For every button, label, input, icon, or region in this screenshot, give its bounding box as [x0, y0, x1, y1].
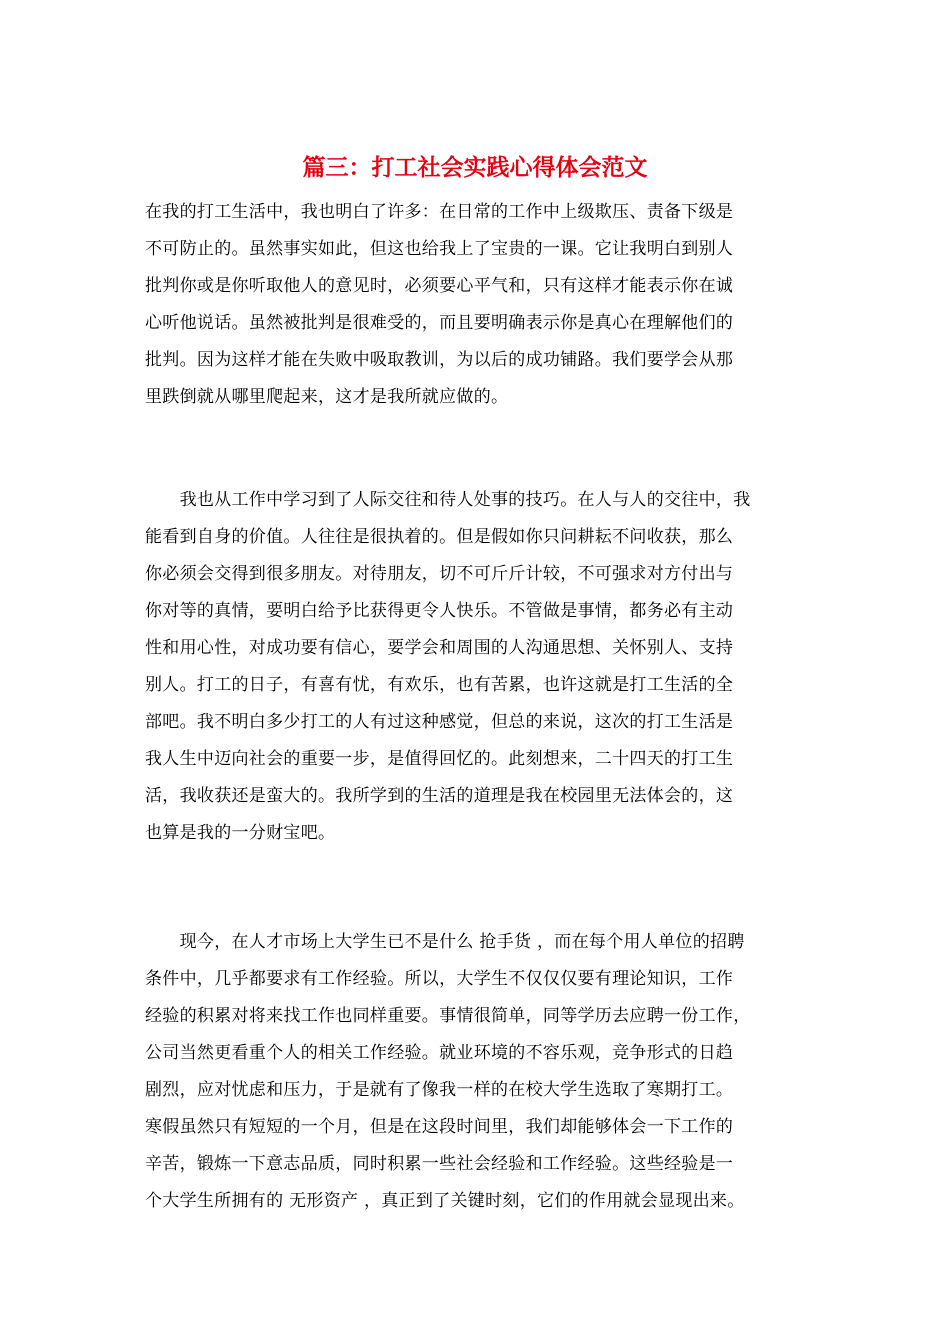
paragraph-line: 里跌倒就从哪里爬起来，这才是我所就应做的。 [145, 387, 509, 407]
paragraph-line: 条件中，几乎都要求有工作经验。所以，大学生不仅仅仅要有理论知识，工作 [145, 969, 734, 989]
paragraph-line: 你必须会交得到很多朋友。对待朋友，切不可斤斤计较，不可强求对方付出与 [145, 564, 734, 584]
paragraph-3 [145, 924, 809, 1220]
paragraph-2 [145, 482, 809, 852]
paragraph-line: 你对等的真情，要明白给予比获得更令人快乐。不管做是事情，都务必有主动 [145, 601, 734, 621]
paragraph-line: 心听他说话。虽然被批判是很难受的，而且要明确表示你是真心在理解他们的 [145, 313, 734, 333]
paragraph-line: 在我的打工生活中，我也明白了许多：在日常的工作中上级欺压、责备下级是 [145, 202, 734, 222]
paragraph-line: 也算是我的一分财宝吧。 [145, 823, 336, 843]
paragraph-line: 经验的积累对将来找工作也同样重要。事情很简单，同等学历去应聘一份工作， [145, 1006, 751, 1026]
paragraph-line: 批判。因为这样才能在失败中吸取教训，为以后的成功铺路。我们要学会从那 [145, 350, 734, 370]
paragraph-line: 辛苦，锻炼一下意志品质，同时积累一些社会经验和工作经验。这些经验是一 [145, 1154, 734, 1174]
paragraph-line: 我也从工作中学习到了人际交往和待人处事的技巧。在人与人的交往中，我 [145, 490, 751, 510]
paragraph-line: 批判你或是你听取他人的意见时，必须要心平气和，只有这样才能表示你在诚 [145, 276, 734, 296]
page-title: 篇三：打工社会实践心得体会范文 [302, 154, 648, 181]
paragraph-line: 别人。打工的日子，有喜有忧，有欢乐，也有苦累，也许这就是打工生活的全 [145, 675, 734, 695]
paragraph-line: 寒假虽然只有短短的一个月，但是在这段时间里，我们却能够体会一下工作的 [145, 1117, 734, 1137]
paragraph-line: 我人生中迈向社会的重要一步，是值得回忆的。此刻想来，二十四天的打工生 [145, 749, 734, 769]
paragraph-line: 剧烈，应对忧虑和压力，于是就有了像我一样的在校大学生选取了寒期打工。 [145, 1080, 734, 1100]
paragraph-line: 现今，在人才市场上大学生已不是什么 抢手货 ，而在每个用人单位的招聘 [145, 932, 745, 952]
paragraph-line: 活，我收获还是蛮大的。我所学到的生活的道理是我在校园里无法体会的，这 [145, 786, 734, 806]
paragraph-1 [145, 194, 809, 416]
paragraph-line: 性和用心性，对成功要有信心，要学会和周围的人沟通思想、关怀别人、支持 [145, 638, 734, 658]
paragraph-line: 公司当然更看重个人的相关工作经验。就业环境的不容乐观，竞争形式的日趋 [145, 1043, 734, 1063]
paragraph-line: 能看到自身的价值。人往往是很执着的。但是假如你只问耕耘不问收获，那么 [145, 527, 734, 547]
paragraph-line: 个大学生所拥有的 无形资产 ，真正到了关键时刻，它们的作用就会显现出来。 [145, 1191, 745, 1211]
paragraph-line: 部吧。我不明白多少打工的人有过这种感觉，但总的来说，这次的打工生活是 [145, 712, 734, 732]
paragraph-line: 不可防止的。虽然事实如此，但这也给我上了宝贵的一课。它让我明白到别人 [145, 239, 734, 259]
